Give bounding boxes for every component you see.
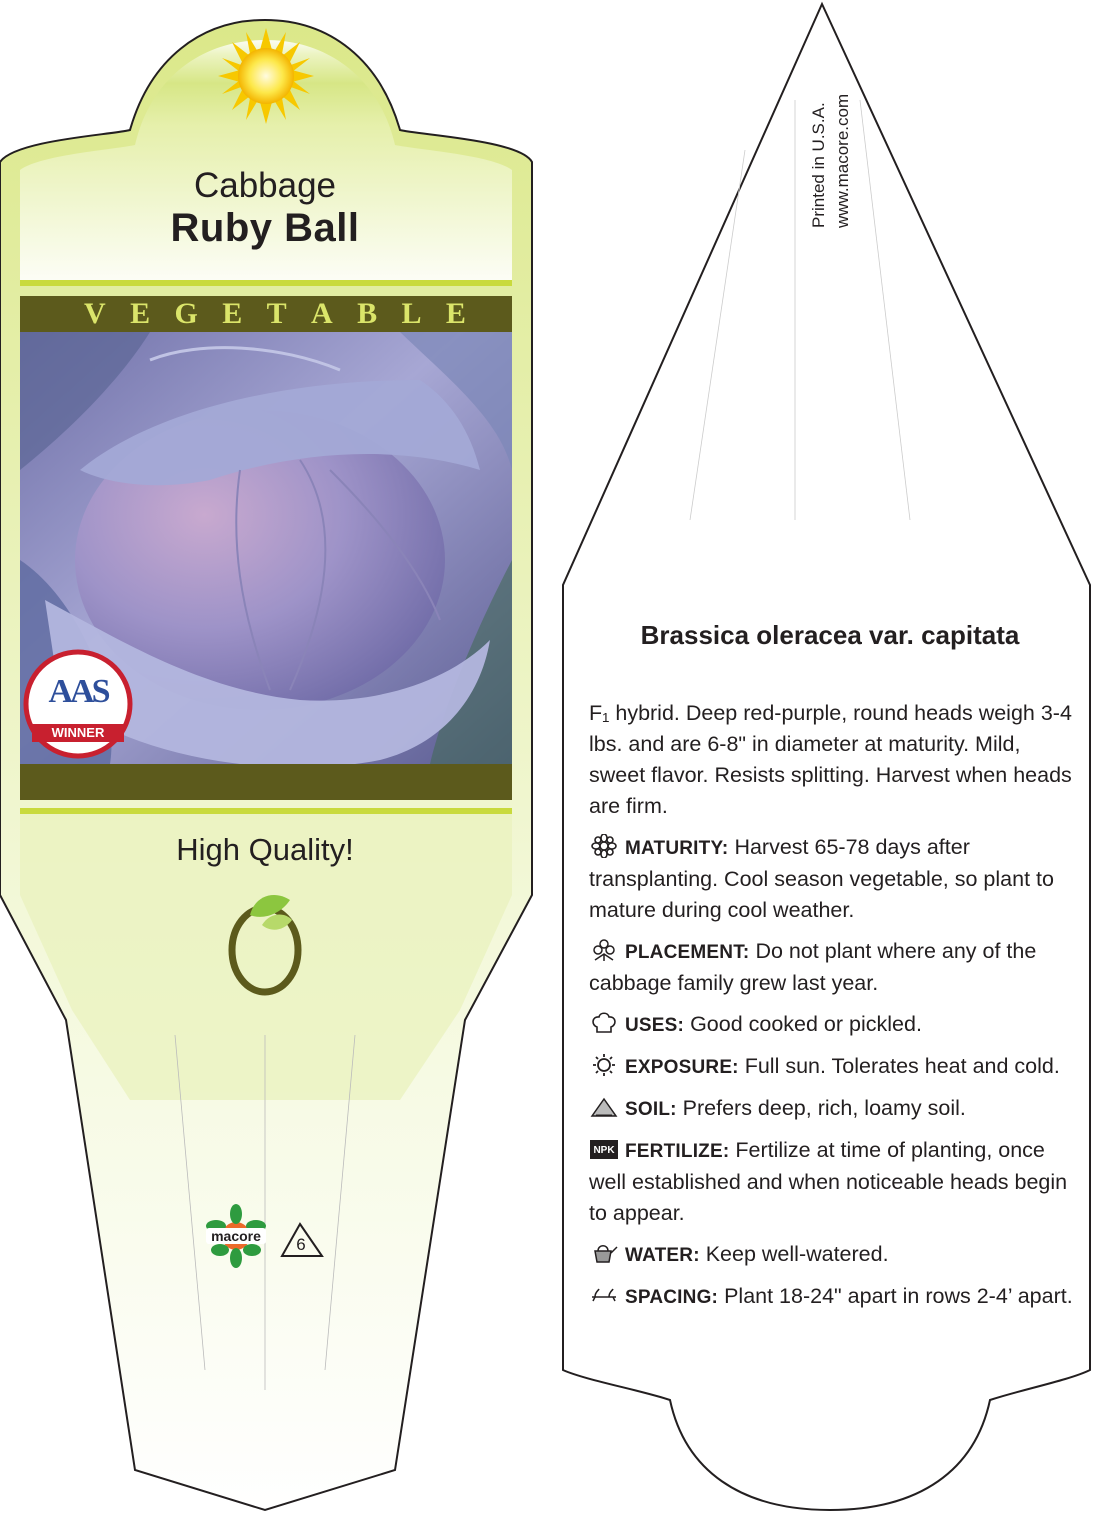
care-label: SOIL: (625, 1099, 677, 1120)
care-uses (589, 1009, 1074, 1041)
category-letter: E (222, 297, 243, 330)
npk-icon-text: NPK (593, 1145, 615, 1156)
care-label: EXPOSURE: (625, 1057, 739, 1078)
sun-outline-icon (589, 1053, 619, 1077)
care-exposure (589, 1051, 1074, 1083)
description: F₁ hybrid. Deep red-purple, round heads weigh 3-4 lbs. and are 6-8" in diameter at maturity. Mild, sweet flavor. Resists splitting. Harvest when heads are firm. (589, 701, 1072, 818)
care-text: Harvest 65-78 days after transplanting. Cool season vegetable, so plant to mature during cool weather. (589, 835, 1054, 922)
botanical-name: Brassica oleracea var. capitata (640, 620, 1020, 650)
care-text: Keep well-watered. (705, 1242, 889, 1266)
watering-can-icon (589, 1241, 619, 1265)
category-letter: V (84, 297, 106, 330)
category-letter: L (401, 297, 422, 330)
care-placement (589, 936, 1074, 999)
category-letter: E (130, 297, 151, 330)
care-label: FERTILIZE: (625, 1141, 730, 1162)
care-maturity (589, 832, 1074, 926)
aas-badge-top: AAS (48, 673, 108, 710)
care-text: Full sun. Tolerates heat and cold. (744, 1054, 1060, 1078)
category-letter: E (445, 297, 466, 330)
care-fertilize (589, 1135, 1074, 1229)
care-text: Plant 18-24" apart in rows 2-4’ apart. (724, 1284, 1073, 1308)
care-label: SPACING: (625, 1287, 719, 1308)
printed-in: Printed in U.S.A. (809, 102, 828, 228)
tagline: High Quality! (176, 832, 354, 867)
category-letter: B (357, 297, 378, 330)
macore-brand: macore (211, 1228, 261, 1244)
care-text: Good cooked or pickled. (690, 1012, 922, 1036)
care-label: WATER: (625, 1245, 700, 1266)
variety-name: Ruby Ball (170, 206, 360, 250)
care-label: MATURITY: (625, 838, 729, 859)
common-name: Cabbage (193, 166, 337, 205)
spacing-icon (589, 1283, 619, 1307)
care-text: Prefers deep, rich, loamy soil. (682, 1096, 966, 1120)
care-soil (589, 1093, 1074, 1125)
care-text: Fertilize at time of planting, once well established and when noticeable heads begin to appear. (589, 1138, 1068, 1225)
care-spacing (589, 1281, 1074, 1313)
care-water (589, 1239, 1074, 1271)
website: www.macore.com (833, 93, 852, 228)
category-letter: G (174, 297, 198, 330)
soil-icon (589, 1095, 619, 1119)
category-band (20, 296, 512, 332)
category-letter: A (311, 297, 333, 330)
photo-bottom-band (20, 764, 512, 800)
care-label: PLACEMENT: (625, 942, 750, 963)
category-letter: T (266, 297, 287, 330)
aas-badge-bottom: WINNER (51, 725, 105, 740)
npk-icon (589, 1137, 619, 1161)
chef-hat-icon (589, 1011, 619, 1035)
website-block (832, 93, 966, 250)
flower-icon (589, 834, 619, 858)
placement-icon (589, 938, 619, 962)
care-text: Do not plant where any of the cabbage family grew last year. (589, 939, 1037, 995)
sun-icon (218, 28, 314, 124)
recycle-number: 6 (296, 1235, 306, 1254)
category-label (20, 296, 512, 332)
care-label: USES: (625, 1015, 685, 1036)
care-info (589, 698, 1074, 1323)
